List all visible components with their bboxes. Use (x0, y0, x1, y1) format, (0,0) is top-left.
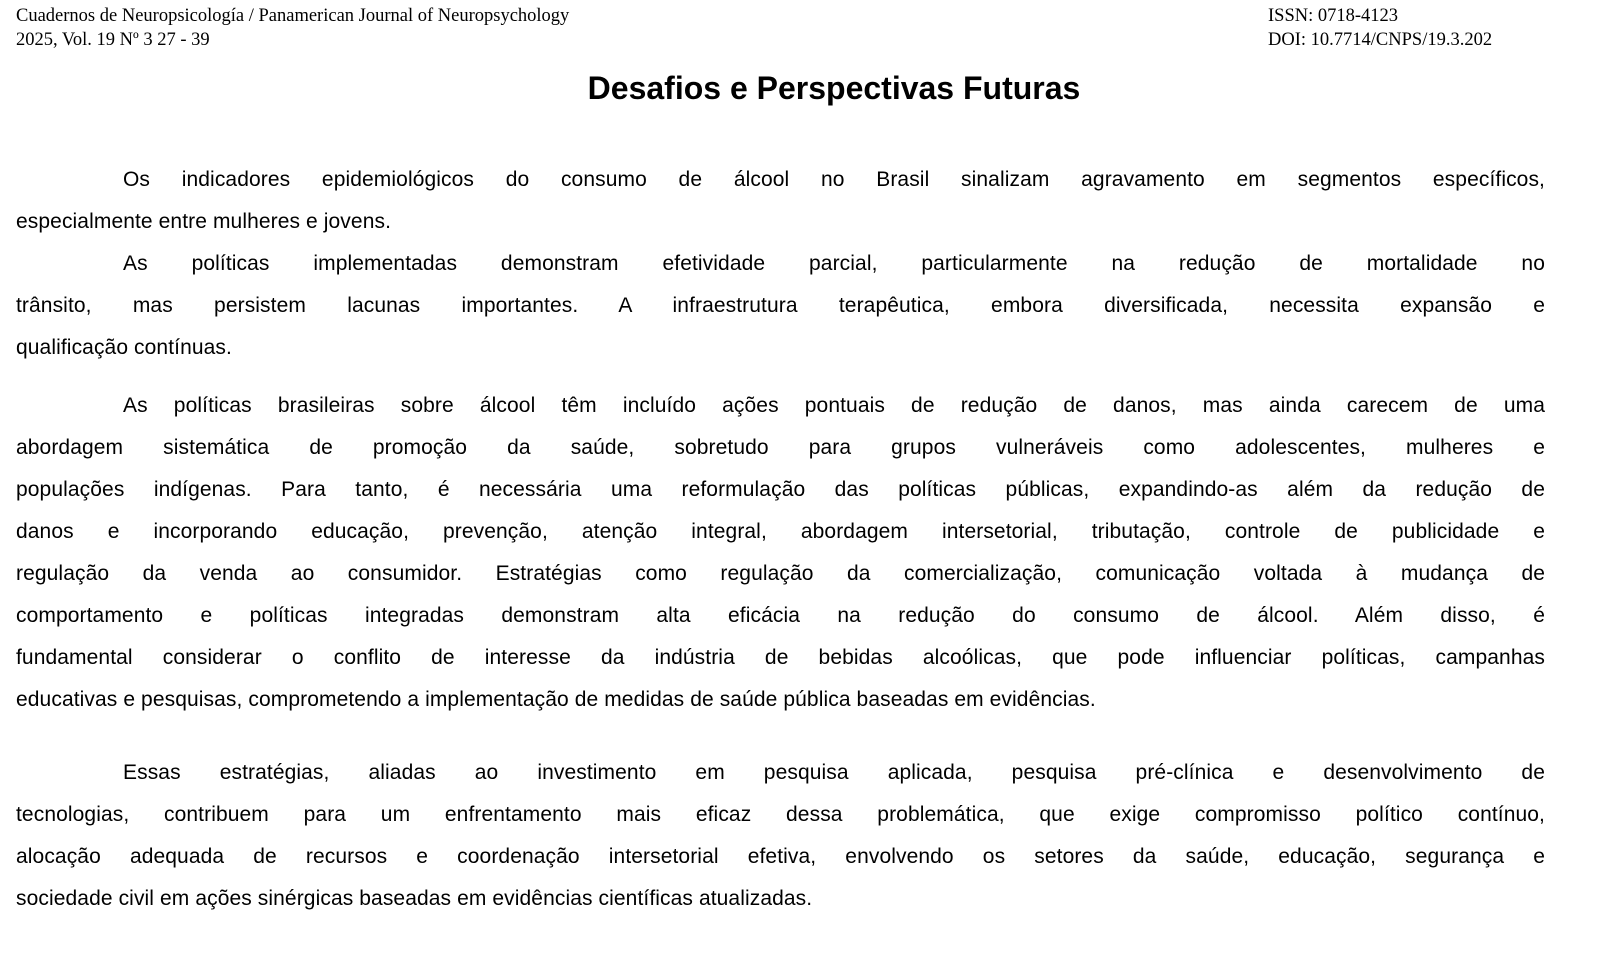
text-line: educativas e pesquisas, comprometendo a implementação de medidas de saúde pública baseadas em evidências. (16, 688, 1096, 711)
text-line: comportamento e políticas integradas demonstram alta eficácia na redução do consumo de álcool. Além disso, é (16, 604, 1545, 627)
text-line: qualificação contínuas. (16, 336, 232, 359)
text-line: alocação adequada de recursos e coordenação intersetorial efetiva, envolvendo os setores da saúde, educação, segurança e (16, 845, 1545, 868)
text-line: trânsito, mas persistem lacunas importantes. A infraestrutura terapêutica, embora diversificada, necessita expansão e (16, 294, 1545, 317)
text-line: regulação da venda ao consumidor. Estratégias como regulação da comercialização, comunicação voltada à mudança de (16, 562, 1545, 585)
text-line: abordagem sistemática de promoção da saúde, sobretudo para grupos vulneráveis como adolescentes, mulheres e (16, 436, 1545, 459)
issue-info: 2025, Vol. 19 Nº 3 27 - 39 (16, 30, 210, 50)
text-line: Essas estratégias, aliadas ao investimento em pesquisa aplicada, pesquisa pré-clínica e desenvolvimento de (123, 761, 1545, 784)
text-line: fundamental considerar o conflito de interesse da indústria de bebidas alcoólicas, que pode influenciar políticas, campanhas (16, 646, 1545, 669)
journal-name: Cuadernos de Neuropsicología / Panamerican Journal of Neuropsychology (16, 6, 570, 26)
text-line: As políticas brasileiras sobre álcool têm incluído ações pontuais de redução de danos, mas ainda carecem de uma (123, 394, 1545, 417)
section-title: Desafios e Perspectivas Futuras (587, 70, 1081, 106)
text-line: tecnologias, contribuem para um enfrentamento mais eficaz dessa problemática, que exige compromisso político contínuo, (16, 803, 1545, 826)
text-line: sociedade civil em ações sinérgicas baseadas em evidências científicas atualizadas. (16, 887, 813, 910)
doi: DOI: 10.7714/CNPS/19.3.202 (1268, 30, 1493, 50)
text-line: As políticas implementadas demonstram efetividade parcial, particularmente na redução de mortalidade no (123, 252, 1545, 275)
issn: ISSN: 0718-4123 (1268, 6, 1399, 26)
paragraph (16, 243, 1545, 369)
paragraph (16, 752, 1545, 920)
paragraph (16, 159, 1545, 243)
journal-header (16, 4, 569, 52)
text-line: especialmente entre mulheres e jovens. (16, 210, 392, 233)
paragraph (16, 385, 1545, 721)
text-line: populações indígenas. Para tanto, é necessária uma reformulação das políticas públicas, expandindo-as além da redução de (16, 478, 1545, 501)
identifier-header (1268, 4, 1492, 52)
text-line: Os indicadores epidemiológicos do consumo de álcool no Brasil sinalizam agravamento em segmentos específicos, (123, 168, 1545, 191)
text-line: danos e incorporando educação, prevenção, atenção integral, abordagem intersetorial, tributação, controle de publicidade e (16, 520, 1545, 543)
